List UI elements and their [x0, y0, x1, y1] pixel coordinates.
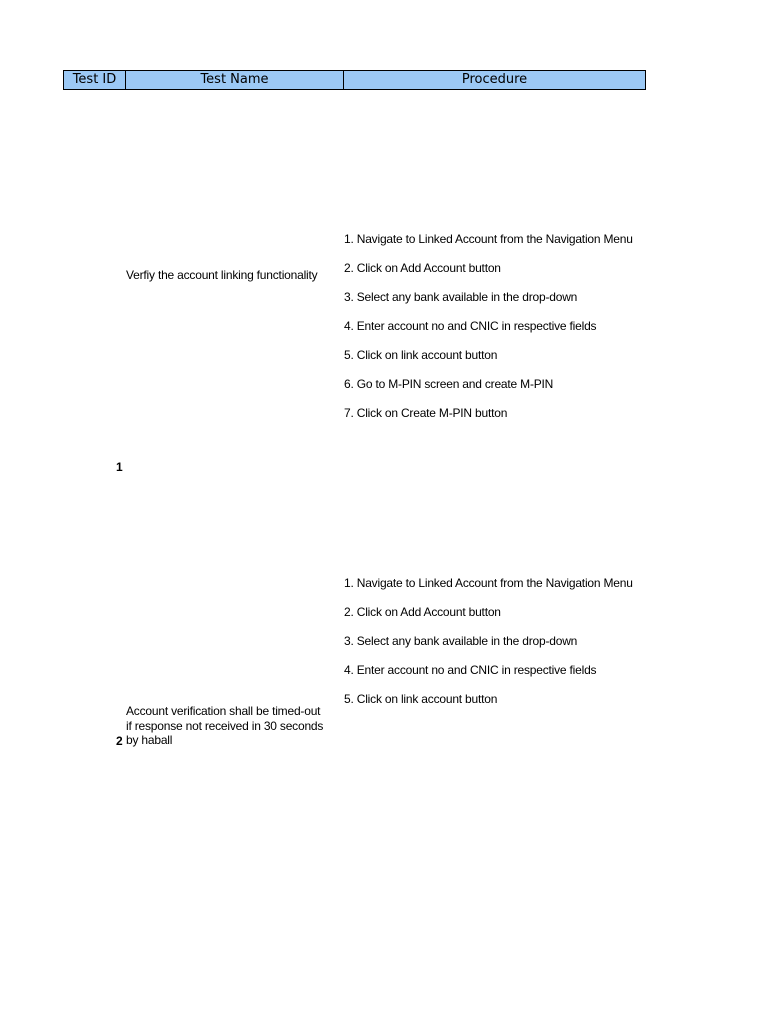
- procedure-step: 4. Enter account no and CNIC in respective fields: [344, 662, 597, 677]
- procedure-step: 7. Click on Create M-PIN button: [344, 405, 508, 420]
- row-1-procedure-list: [344, 217, 644, 435]
- row-2-procedure-list: [344, 561, 644, 721]
- header-procedure: Procedure: [461, 72, 528, 87]
- procedure-step: 2. Click on Add Account button: [344, 260, 501, 275]
- procedure-step: 1. Navigate to Linked Account from the Navigation Menu: [344, 575, 633, 590]
- procedure-step: 1. Navigate to Linked Account from the Navigation Menu: [344, 231, 633, 246]
- table-header-row: [63, 70, 646, 90]
- header-test-id: Test ID: [64, 71, 126, 89]
- row-1-test-id: 1: [116, 460, 123, 474]
- row-2-test-name: Account verification shall be timed-out if response not received in 30 seconds by haball: [126, 704, 324, 747]
- procedure-step: 5. Click on link account button: [344, 347, 498, 362]
- procedure-step: 3. Select any bank available in the drop-down: [344, 289, 578, 304]
- procedure-step: 5. Click on link account button: [344, 691, 498, 706]
- header-test-name: Test Name: [126, 71, 344, 89]
- row-2-test-id: 2: [116, 734, 123, 748]
- procedure-step: 3. Select any bank available in the drop-down: [344, 633, 578, 648]
- procedure-step: 2. Click on Add Account button: [344, 604, 501, 619]
- procedure-step: 6. Go to M-PIN screen and create M-PIN: [344, 376, 554, 391]
- row-1-test-name: Verfiy the account linking functionality: [126, 268, 318, 282]
- procedure-step: 4. Enter account no and CNIC in respective fields: [344, 318, 597, 333]
